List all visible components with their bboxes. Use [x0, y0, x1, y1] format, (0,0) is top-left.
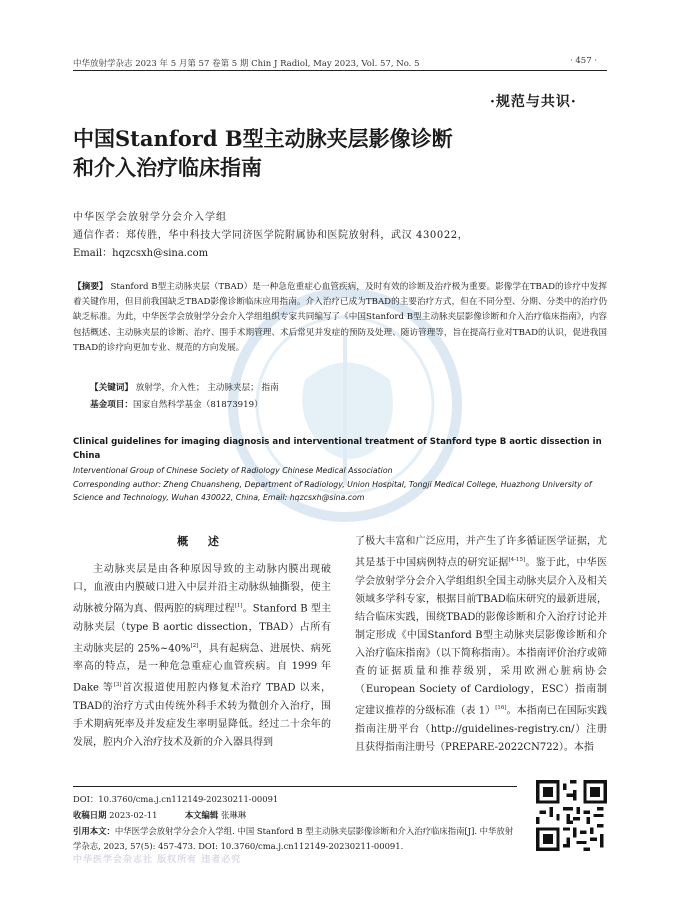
copyright-watermark-strip: 中华医学会杂志社 版权所有 违者必究 [73, 855, 242, 865]
citation: [1] [234, 603, 243, 610]
body-text: 主动脉夹层是由各种原因导致的主动脉内膜出现破口，血液由内膜破口进入中层并沿主动脉纵轴撕裂，使主动脉被分隔为真、假两腔的病理过程 [73, 564, 331, 615]
abstract [73, 280, 607, 356]
body-column-left [73, 533, 331, 752]
citation: [16] [495, 705, 507, 712]
section-heading: 概 述 [177, 535, 227, 548]
running-header: 中华放射学杂志 2023 年 5 月第 57 卷第 5 期 Chin J Radiol, May 2023, Vol. 57, No. 5 [73, 59, 420, 69]
citation-block [73, 824, 517, 854]
abstract-text: Stanford B型主动脉夹层（TBAD）是一种急危重症心血管疾病，及时有效的诊断及治疗极为重要。影像学在TBAD的诊疗中发挥着关键作用，但目前我国缺乏TBAD影像诊断临床应用指南。介入治疗已成为TBAD的主要治疗方式，但在不同分型、分期、分类中的治疗仍缺乏标准。为此，中华医学会放射学分会介入学组组织专家共同编写了《中国Stanford B型主动脉夹层影像诊断和介入治疗临床指南》，内容包括概述、主动脉夹层的诊断、治疗、围手术期管理、术后常见并发症的预防及处理、随访管理等，旨在提高行业对TBAD的认识，促进我国TBAD的诊疗向更加专业、规范的方向发展。 [73, 282, 607, 353]
body-paragraph [73, 561, 331, 752]
body-text: 。Stanford B 型主动脉夹层（type B aortic dissection，TBAD）占所有主动脉夹层的 25%~40% [73, 603, 331, 655]
citation: [3] [113, 682, 122, 689]
funding-text: 国家自然科学基金（81873919） [132, 400, 263, 410]
body-text: ，具有起病急、进展快、病死率高的特点，是一种危急重症心血管疾病。自 1999 年 Dake 等 [73, 643, 332, 694]
english-group: Interventional Group of Chinese Society of Radiology Chinese Medical Association [73, 466, 393, 475]
editor-label: 本文编辑 [184, 810, 219, 820]
doi: DOI：10.3760/cma.j.cn112149-20230211-00091 [73, 794, 279, 804]
footer-rule [73, 786, 517, 787]
body-text: 。鉴于此，中华医学会放射学分会介入学组组织全国主动脉夹层介入及相关领域多学科专家，根据目前TBAD临床研究的最新进展，结合临床实践，围绕TBAD的影像诊断和介入治疗讨论并制定形成《中国Stanford B型主动脉夹层影像诊断和介入治疗临床指南》（以下简称指南）。本指南评价治疗或筛查的证据质量和推荐级别，采用欧洲心脏病协会（European Society of Cardiology，ESC）指南制定建议推荐的分级标准（表 1） [355, 557, 608, 717]
body-text: 了极大丰富和广泛应用，并产生了许多循证医学证据，尤其是基于中国病例特点的研究证据 [355, 536, 607, 569]
body-text: 。本指南已在国际实践指南注册平台（http://guidelines-registry.cn/）注册且获得指南注册号（PREPARE-2022CN722）。本指 [355, 705, 608, 753]
header-rule [73, 70, 607, 71]
qr-code [536, 780, 607, 851]
article-title [73, 124, 533, 182]
citation: [2] [190, 642, 199, 649]
cite-label: 引用本文： [73, 826, 115, 836]
received-editor [73, 809, 246, 821]
citation: [4-15] [508, 557, 526, 564]
editor-name: 张琳琳 [220, 810, 247, 820]
received-label: 收稿日期 [73, 810, 107, 820]
keywords [90, 381, 279, 393]
title-line-2: 和介入治疗临床指南 [73, 155, 262, 180]
funding [90, 398, 263, 410]
author-email: Email：hqzcsxh@sina.com [73, 248, 209, 259]
cite-text: 中华医学会放射学分会介入学组. 中国 Stanford B 型主动脉夹层影像诊断和介入治疗临床指南[J]. 中华放射学杂志, 2023, 57(5): 457-473. DOI: 10.3760/cma.j.cn112149-20230211-00091. [73, 826, 514, 851]
body-paragraph [355, 533, 607, 757]
english-author-info [73, 464, 607, 505]
abstract-label: 【摘要】 [73, 282, 108, 292]
page-number: · 457 · [570, 56, 598, 66]
english-corresponding: Corresponding author: Zheng Chuansheng, Department of Radiology, Union Hospital, Tongji Medical College, Huazhong University of Science and Technology, Wuhan 430022, China, Email: hqzcsxh@sina.com [73, 479, 592, 502]
keywords-label: 【关键词】 [90, 383, 133, 393]
body-text: 首次报道使用腔内修复术治疗 TBAD 以来，TBAD的治疗方式由传统外科手术转为微创介入治疗，围手术期病死率及并发症发生率明显降低。经过二十余年的发展，腔内介入治疗技术及新的介入器具得到 [73, 682, 331, 748]
body-column-right [355, 533, 607, 757]
corresponding-author: 通信作者：郑传胜，华中科技大学同济医学院附属协和医院放射科，武汉 430022， [73, 230, 469, 241]
title-line-1: 中国Stanford B型主动脉夹层影像诊断 [73, 126, 453, 151]
author-group: 中华医学会放射学分会介入学组 [73, 212, 227, 223]
english-title: Clinical guidelines for imaging diagnosis and interventional treatment of Stanford type B aortic dissection in China [73, 437, 602, 461]
keywords-text: 放射学，介入性； 主动脉夹层； 指南 [132, 383, 279, 393]
section-tag: ·规范与共识· [490, 94, 577, 110]
received-date: 2023-02-11 [109, 810, 158, 820]
funding-label: 基金项目： [90, 400, 133, 410]
